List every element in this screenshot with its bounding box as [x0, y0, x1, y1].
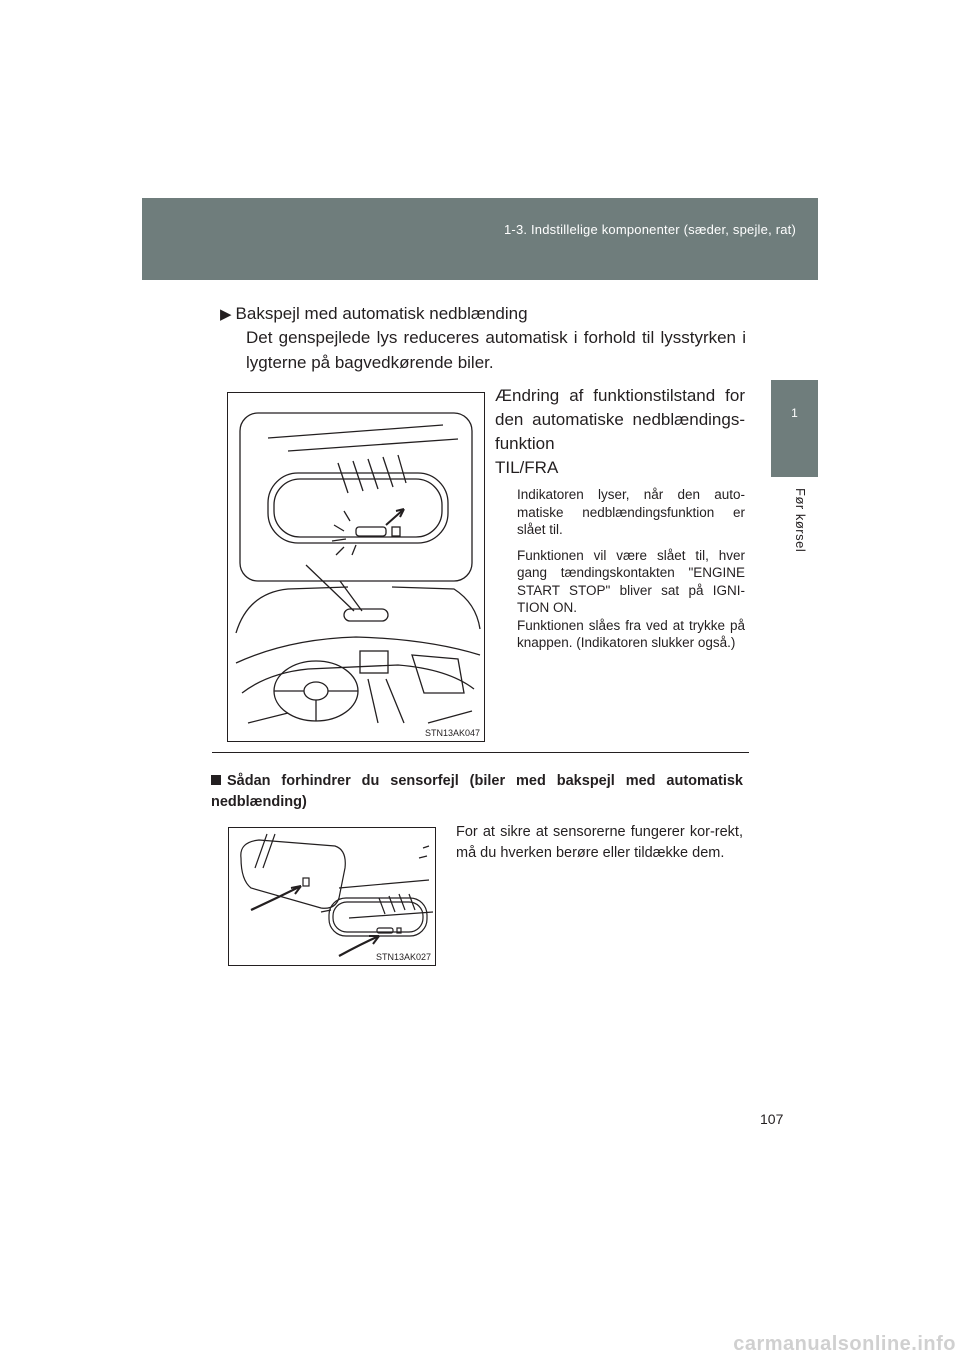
figure-code: STN13AK047: [424, 728, 480, 738]
page-number: 107: [760, 1111, 784, 1127]
mirror-dashboard-illustration: [228, 393, 484, 741]
sensor-section-body: For at sikre at sensorerne fungerer kor-rekt, må du hverken berøre eller tildække dem.: [456, 824, 743, 861]
square-bullet-icon: [211, 775, 221, 785]
figure-code: STN13AK027: [375, 952, 431, 962]
note-paragraph: Indikatoren lyser, når den auto-matiske nedblændingsfunktion er slået til.: [517, 487, 745, 537]
mirror-dashboard-figure: [227, 392, 485, 742]
mirror-sensor-figure: [228, 827, 436, 966]
section-heading: [220, 304, 528, 324]
chapter-number: 1: [791, 406, 798, 420]
function-notes: [517, 486, 745, 660]
sensor-section-title-text: Sådan forhindrer du sensorfejl (biler med bakspejl med automatisk nedblænding): [211, 773, 743, 810]
mirror-sensor-illustration: [229, 828, 435, 965]
watermark[interactable]: carmanualsonline.info: [733, 1333, 956, 1355]
note-paragraph: Funktionen slåes fra ved at trykke på knappen. (Indikatoren slukker også.): [517, 617, 745, 650]
chapter-title: 1-3. Indstillelige komponenter (sæder, spejle, rat): [503, 222, 796, 237]
chapter-tab: [771, 380, 818, 477]
section-heading-text: Bakspejl med automatisk nedblænding: [235, 304, 528, 323]
function-state: TIL/FRA: [495, 458, 559, 477]
triangle-bullet-icon: ▶: [220, 306, 232, 323]
sensor-section-title: [211, 771, 743, 813]
chapter-label: Før kørsel: [793, 488, 808, 553]
note-paragraph: Funktionen vil være slået til, hver gang tændingskontakten "ENGINE START STOP" bliver sat på IGNI-TION ON.: [517, 547, 745, 615]
function-subtitle: [495, 384, 745, 480]
intro-paragraph: Det genspejlede lys reduceres automatisk i forhold til lysstyrken i lygterne på bagvedkørende biler.: [246, 328, 746, 372]
section-divider: [212, 752, 749, 753]
header-band: [142, 198, 818, 280]
function-subtitle-text: Ændring af funktionstilstand for den automatiske nedblændings-funktion: [495, 386, 745, 453]
